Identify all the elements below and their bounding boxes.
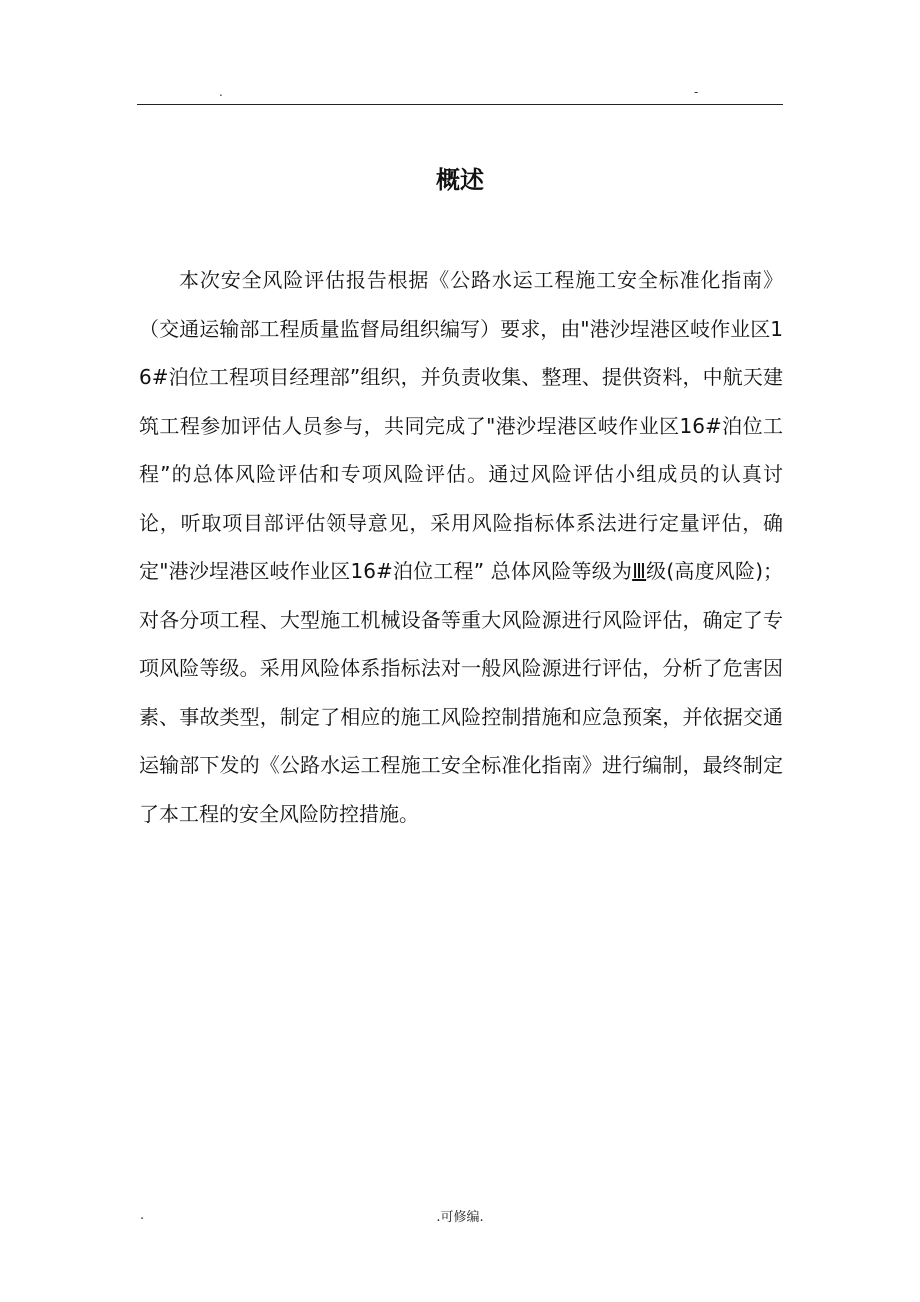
body-text-part2: 级(高度风险)；对各分项工程、大型施工机械设备等重大风险源进行风险评估，确定了专项风险等级。采用风险体系指标法对一般风险源进行评估，分析了危害因素、事故类型，制定了相应的施工风险控制措施和应急预案，并依据交通运输部下发的《公路水运工程施工安全标准化指南》进行编制，最终制定了本工程的安全风险防控措施。 bbox=[139, 559, 783, 826]
header-rule bbox=[137, 104, 783, 105]
risk-level-numeral: Ⅲ bbox=[632, 559, 647, 583]
footer-text: .可修编. bbox=[436, 1210, 484, 1225]
body-paragraph bbox=[139, 256, 783, 838]
header-mark-right: - bbox=[694, 85, 699, 99]
header-mark-left: . bbox=[219, 85, 223, 99]
page-title: 概述 bbox=[436, 166, 484, 194]
body-text-part1: 本次安全风险评估报告根据《公路水运工程施工安全标准化指南》（交通运输部工程质量监督局组织编写）要求，由"港沙埕港区岐作业区16#泊位工程项目经理部”组织，并负责收集、整理、提供资料，中航天建筑工程参加评估人员参与，共同完成了"港沙埕港区岐作业区16#泊位工程”的总体风险评估和专项风险评估。通过风险评估小组成员的认真讨论，听取项目部评估领导意见，采用风险指标体系法进行定量评估，确定"港沙埕港区岐作业区16#泊位工程” 总体风险等级为 bbox=[139, 268, 783, 583]
footer-dot: . bbox=[140, 1208, 145, 1223]
